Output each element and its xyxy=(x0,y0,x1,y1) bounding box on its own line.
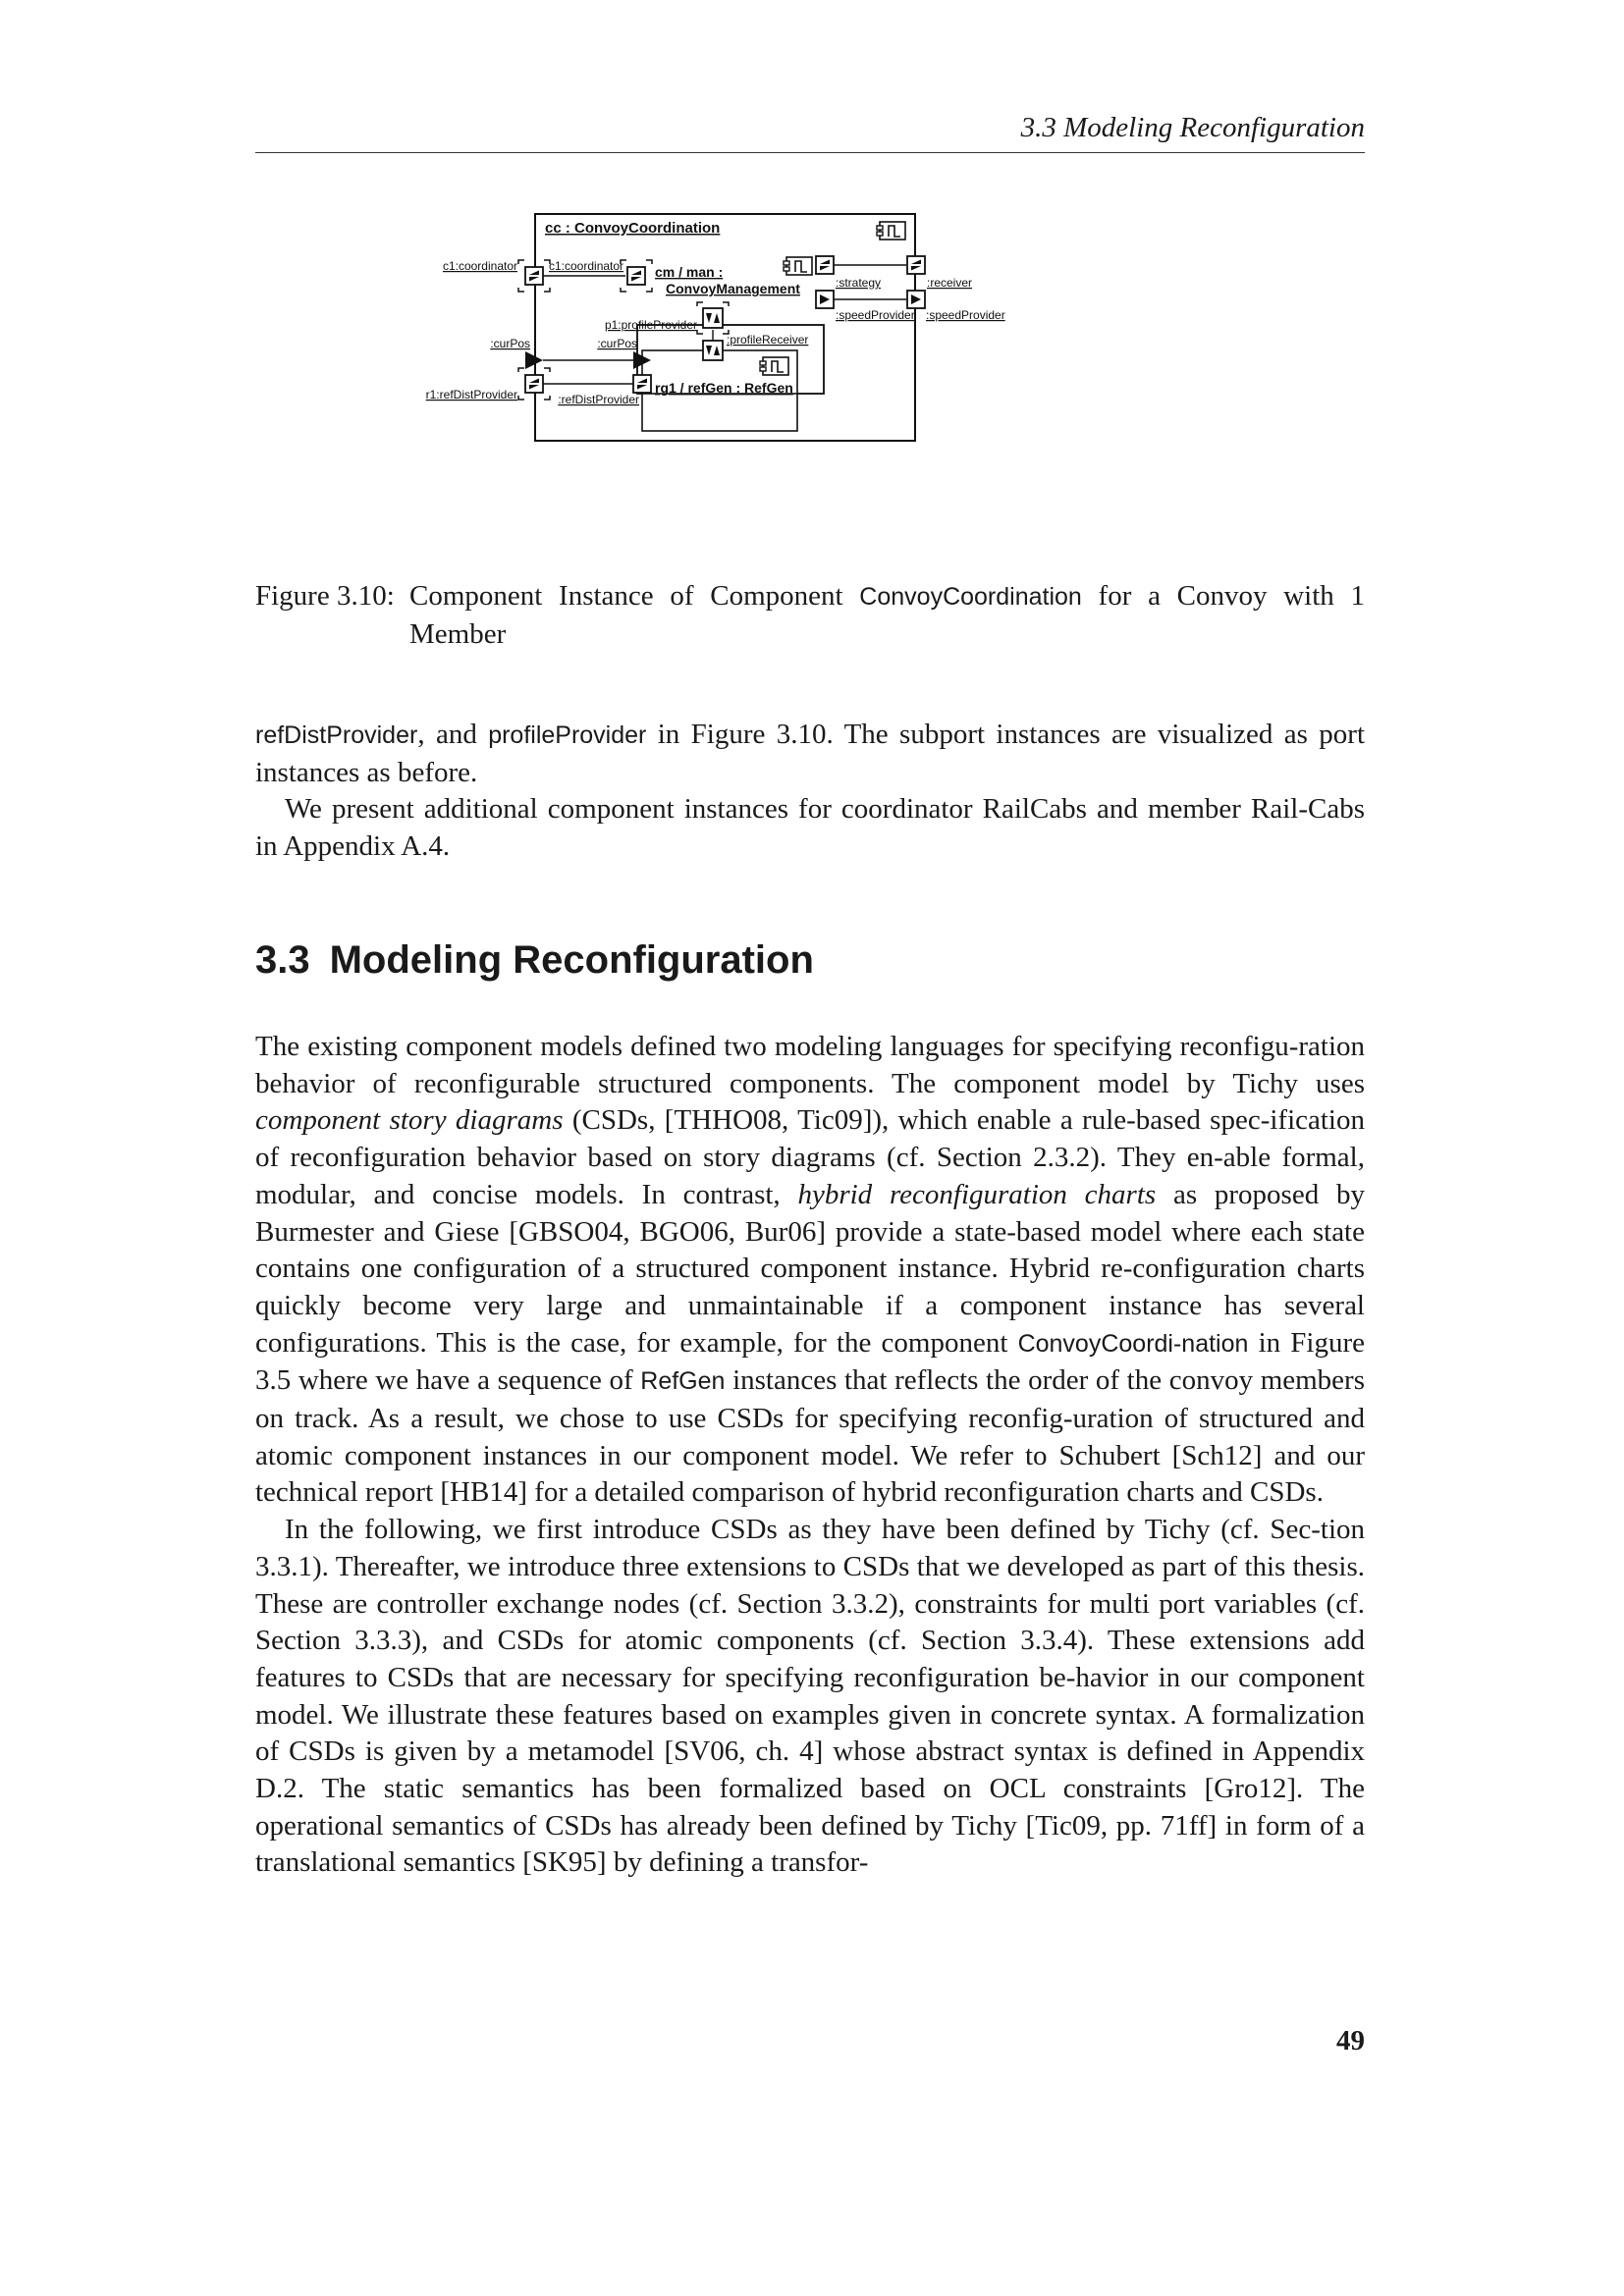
caption-component-name: ConvoyCoordination xyxy=(859,583,1082,611)
section-body xyxy=(255,1029,1365,1882)
figure-caption-label: Figure 3.10: xyxy=(255,580,395,612)
profile-provider-port xyxy=(703,308,723,328)
outer-speed-provider-port xyxy=(907,291,925,308)
page-number: 49 xyxy=(1336,2025,1365,2056)
section-title: Modeling Reconfiguration xyxy=(329,938,814,982)
label-receiver: :receiver xyxy=(927,276,973,290)
section-number: 3.3 xyxy=(255,938,310,982)
section-heading xyxy=(255,938,1365,983)
label-inner-cur-pos: :curPos xyxy=(597,337,637,350)
running-head: 3.3 Modeling Reconfiguration xyxy=(1020,112,1365,143)
profile-receiver-port xyxy=(703,341,723,360)
label-strategy: :strategy xyxy=(836,276,882,290)
label-profile-receiver: :profileReceiver xyxy=(727,333,809,347)
label-outer-coordinator: c1:coordinator xyxy=(442,259,517,273)
outer-component-icon xyxy=(877,222,905,240)
strategy-port xyxy=(816,256,834,274)
manager-speed-provider-port xyxy=(816,291,834,308)
receiver-port xyxy=(907,256,925,274)
label-inner-coordinator: c1:coordinator xyxy=(549,259,624,273)
continuation-text xyxy=(255,717,1365,866)
paragraph-component-models: The existing component models defined two modeling languages for specifying reconfigu-ration behavior of reconfigurable structured components. The component model by Tichy uses component story diagrams (CSDs, [THHO08, Tic09]), which enable a rule-based spec-ification of reconfiguration behavior based on story diagrams (cf. Section 2.3.2). They en-able formal, modular, and concise models. In contrast, hybrid reconfiguration charts as proposed by Burmester and Giese [GBSO04, BGO06, Bur06] provide a state-based model where each state contains one configuration of a structured component instance. Hybrid re-configuration charts quickly become very large and unmaintainable if a component instance has several configurations. This is the case, for example, for the component ConvoyCoordi-nation in Figure 3.5 where we have a sequence of RefGen instances that reflects the order of the convoy members on track. As a result, we chose to use CSDs for specifying reconfig-uration of structured and atomic component instances in our component model. We refer to Schubert [Sch12] and our technical report [HB14] for a detailed comparison of hybrid reconfiguration charts and CSDs. xyxy=(255,1031,1365,1509)
figure-caption xyxy=(255,577,1365,653)
paragraph-csd-extensions: In the following, we first introduce CSDs as they have been defined by Tichy (cf. Sec-tion 3.3.1). Thereafter, we introduce three extensions to CSDs that we developed as part of this thesis. These are controller exchange nodes (cf. Section 3.3.2), constraints for multi port variables (cf. Section 3.3.3), and CSDs for atomic components (cf. Section 3.3.4). These extensions add features to CSDs that are necessary for specifying reconfiguration be-havior in our component model. We illustrate these features based on examples given in concrete syntax. A formalization of CSDs is given by a metamodel [SV06, ch. 4] whose abstract syntax is defined in Appendix D.2. The static semantics has been formalized based on OCL constraints [Gro12]. The operational semantics of CSDs has already been defined by Tichy [Tic09, pp. 71ff] in form of a translational semantics [SK95] by defining a transfor- xyxy=(255,1514,1365,1879)
manager-component-icon xyxy=(784,257,812,275)
manager-component-title-line1: cm / man : xyxy=(655,264,724,280)
outer-coordinator-port xyxy=(525,267,543,285)
manager-component-title-line2: ConvoyManagement xyxy=(666,281,800,296)
outer-component-title: cc : ConvoyCoordination xyxy=(545,220,721,237)
label-outer-ref-dist-provider: r1:refDistProvider xyxy=(425,388,517,401)
component-instance-figure xyxy=(373,196,1257,569)
manager-coordinator-port xyxy=(627,267,645,285)
appendix-reference-paragraph: We present additional component instances for coordinator RailCabs and member Rail-Cabs in Appendix A.4. xyxy=(255,793,1365,863)
label-inner-speed-provider: :speedProvider xyxy=(836,308,915,322)
label-outer-cur-pos: :curPos xyxy=(490,337,530,350)
component-diagram xyxy=(373,196,1257,569)
outer-ref-dist-provider-port xyxy=(525,375,543,393)
refgen-component-title: rg1 / refGen : RefGen xyxy=(655,380,793,396)
refgen-ref-dist-provider-port xyxy=(633,375,651,393)
label-profile-provider: p1:profileProvider xyxy=(604,318,697,332)
label-inner-ref-dist-provider: :refDistProvider xyxy=(558,393,639,406)
label-outer-speed-provider: :speedProvider xyxy=(926,308,1005,322)
figure-caption-text: Component Instance of Component ConvoyCoordination for a Convoy with 1 Member xyxy=(409,580,1365,650)
continuation-paragraph: refDistProvider, and profileProvider in Figure 3.10. The subport instances are visualized as port instances as before. xyxy=(255,719,1365,788)
header-rule xyxy=(255,152,1365,153)
refgen-component-icon xyxy=(760,357,788,375)
